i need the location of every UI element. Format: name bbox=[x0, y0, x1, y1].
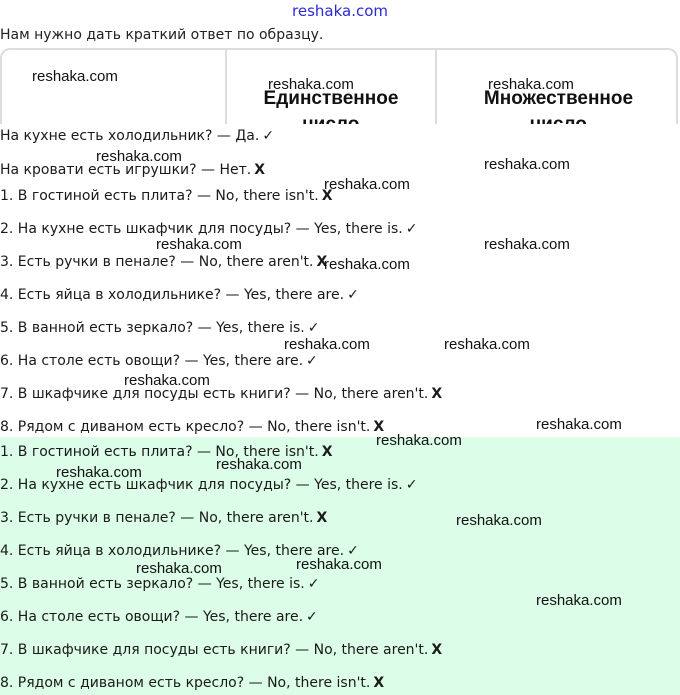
col-head-plural: Множественное bbox=[483, 88, 634, 109]
answer-line-green: 6. На столе есть овощи? — Yes, there are. ✓ bbox=[0, 609, 318, 625]
cross-mark-icon: X bbox=[373, 419, 385, 435]
watermark: reshaka.com bbox=[376, 432, 462, 449]
answer-line: 6. На столе есть овощи? — Yes, there are. ✓ bbox=[0, 353, 318, 369]
answer-line-green: 7. В шкафчике для посуды есть книги? — No, there aren't. X bbox=[0, 642, 443, 658]
check-mark-icon: ✓ bbox=[347, 287, 359, 303]
check-mark-icon: ✓ bbox=[405, 221, 418, 237]
example-line: На кухне есть холодильник? — Да. ✓ bbox=[0, 128, 275, 144]
answer-line-green: 8. Рядом с диваном есть кресло? — No, there isn't. X bbox=[0, 675, 385, 691]
site-header-link[interactable]: reshaka.com bbox=[292, 2, 388, 20]
watermark: reshaka.com bbox=[456, 512, 542, 529]
col-head-singular: Единственное bbox=[263, 88, 399, 109]
cross-mark-icon: X bbox=[254, 162, 266, 178]
answer-line: 2. На кухне есть шкафчик для посуды? — Yes, there is. ✓ bbox=[0, 221, 418, 237]
answer-line: 3. Есть ручки в пенале? — No, there aren't. X bbox=[0, 254, 328, 270]
col-head-singular-cut bbox=[227, 112, 435, 122]
cross-mark-icon: X bbox=[431, 642, 443, 658]
watermark: reshaka.com bbox=[536, 416, 622, 433]
cross-mark-icon: X bbox=[316, 254, 328, 270]
watermark: reshaka.com bbox=[268, 76, 354, 93]
answer-line: 7. В шкафчике для посуды есть книги? — No, there aren't. X bbox=[0, 386, 443, 402]
watermark: reshaka.com bbox=[96, 148, 182, 165]
check-mark-icon: ✓ bbox=[306, 609, 318, 625]
cross-mark-icon: X bbox=[321, 188, 333, 204]
watermark: reshaka.com bbox=[124, 372, 210, 389]
cross-mark-icon: X bbox=[316, 510, 328, 526]
watermark: reshaka.com bbox=[536, 592, 622, 609]
intro-text: Нам нужно дать краткий ответ по образцу. bbox=[0, 27, 324, 43]
example-line: На кровати есть игрушки? — Нет. X bbox=[0, 162, 266, 178]
answer-line-green: 5. В ванной есть зеркало? — Yes, there is. ✓ bbox=[0, 576, 320, 592]
watermark: reshaka.com bbox=[484, 156, 570, 173]
answer-line-green: 2. На кухне есть шкафчик для посуды? — Yes, there is. ✓ bbox=[0, 477, 418, 493]
watermark: reshaka.com bbox=[136, 560, 222, 577]
answer-line: 8. Рядом с диваном есть кресло? — No, there isn't. X bbox=[0, 419, 385, 435]
answer-line-green: 3. Есть ручки в пенале? — No, there aren't. X bbox=[0, 510, 328, 526]
check-mark-icon: ✓ bbox=[307, 320, 320, 336]
watermark: reshaka.com bbox=[444, 336, 530, 353]
check-mark-icon: ✓ bbox=[347, 543, 359, 559]
watermark: reshaka.com bbox=[324, 256, 410, 273]
watermark: reshaka.com bbox=[296, 556, 382, 573]
answer-line: 4. Есть яйца в холодильнике? — Yes, there are. ✓ bbox=[0, 287, 359, 303]
check-mark-icon: ✓ bbox=[405, 477, 418, 493]
check-mark-icon: ✓ bbox=[262, 128, 275, 144]
check-mark-icon: ✓ bbox=[307, 576, 320, 592]
watermark: reshaka.com bbox=[284, 336, 370, 353]
cross-mark-icon: X bbox=[373, 675, 385, 691]
col-head-plural-cut bbox=[437, 112, 680, 122]
check-mark-icon: ✓ bbox=[306, 353, 318, 369]
watermark: reshaka.com bbox=[56, 464, 142, 481]
watermark: reshaka.com bbox=[484, 236, 570, 253]
answer-line: 1. В гостиной есть плита? — No, there isn't. X bbox=[0, 188, 333, 204]
watermark: reshaka.com bbox=[32, 68, 118, 85]
watermark: reshaka.com bbox=[488, 76, 574, 93]
watermark: reshaka.com bbox=[216, 456, 302, 473]
watermark: reshaka.com bbox=[156, 236, 242, 253]
answer-line: 5. В ванной есть зеркало? — Yes, there is. ✓ bbox=[0, 320, 320, 336]
table-col-empty bbox=[2, 50, 227, 128]
answer-line-green: 4. Есть яйца в холодильнике? — Yes, there are. ✓ bbox=[0, 543, 359, 559]
watermark: reshaka.com bbox=[324, 176, 410, 193]
cross-mark-icon: X bbox=[431, 386, 443, 402]
cross-mark-icon: X bbox=[321, 444, 333, 460]
answer-line-green: 1. В гостиной есть плита? — No, there isn't. X bbox=[0, 444, 333, 460]
